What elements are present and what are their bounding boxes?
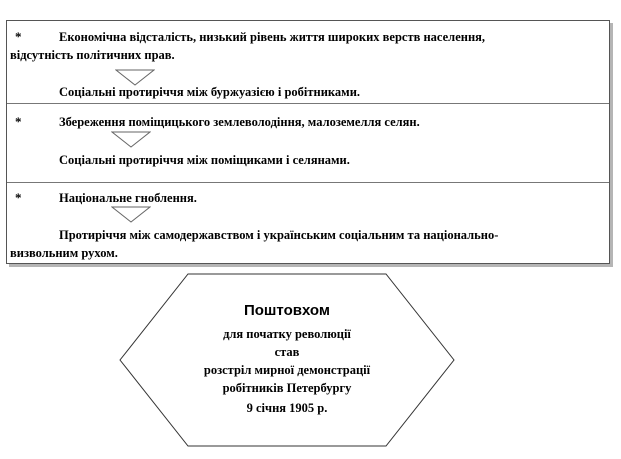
cause-text-line: Економічна відсталість, низький рівень життя широких верств населення, (59, 30, 486, 44)
hexagon-line: для початку революції (223, 327, 351, 341)
hexagon-line: робітників Петербургу (222, 381, 352, 395)
result-text-line: Протиріччя між самодержавством і українським соціальним та національно- (59, 228, 499, 242)
down-arrow-icon (111, 206, 151, 224)
trigger-hexagon (118, 272, 456, 448)
cause-text-line: Національне гноблення. (59, 191, 197, 205)
cause-text-line: відсутність політичних прав. (10, 48, 175, 62)
bullet-marker: * (15, 114, 22, 129)
result-text-line: Соціальні протиріччя між буржуазією і робітниками. (59, 85, 361, 99)
cause-text-line: Збереження поміщицького землеволодіння, малоземелля селян. (59, 115, 420, 129)
hexagon-text (118, 272, 456, 448)
bullet-marker: * (15, 190, 22, 205)
hexagon-line: 9 січня 1905 р. (246, 401, 328, 415)
cause-block-national (7, 183, 609, 265)
cause-block-economic (7, 21, 609, 103)
result-text-line: Соціальні протиріччя між поміщиками і селянами. (59, 153, 350, 167)
cause-block-land (7, 104, 609, 182)
causes-box (6, 20, 610, 264)
bullet-marker: * (15, 29, 22, 44)
result-text-line: визвольним рухом. (10, 246, 118, 260)
hexagon-title: Поштовхом (243, 302, 330, 319)
hexagon-line: став (274, 345, 300, 359)
down-arrow-icon (111, 131, 151, 149)
hexagon-line: розстріл мирної демонстрації (203, 363, 371, 377)
